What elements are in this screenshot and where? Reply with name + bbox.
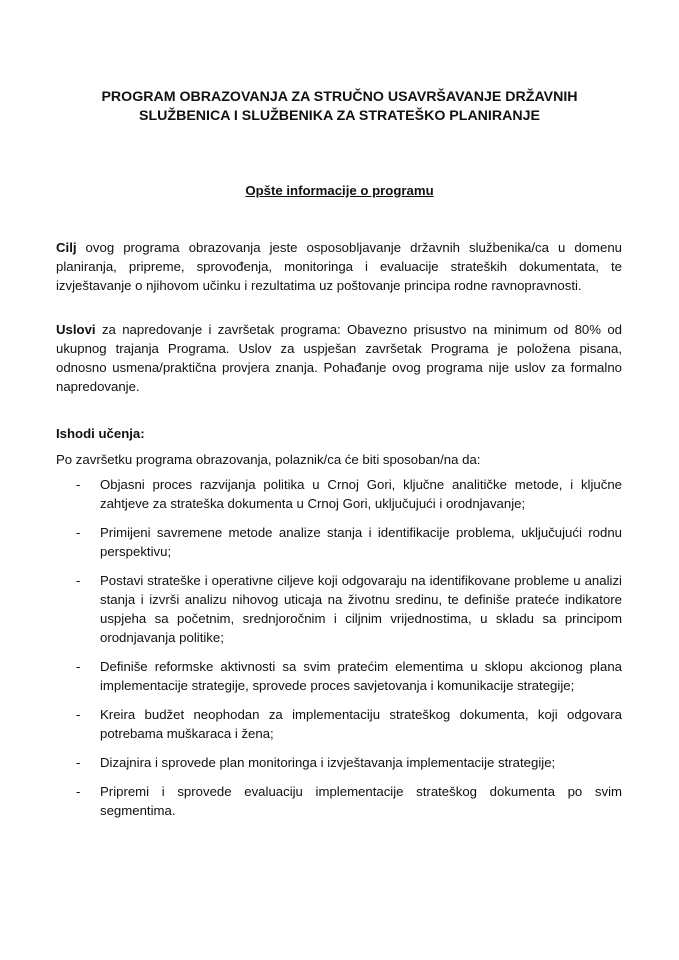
bullet-dash: - bbox=[76, 707, 81, 722]
list-item: - Postavi strateške i operativne ciljeve koji odgovaraju na identifikovane probleme u analizi stanja i izvrši analizu nihovog uticaja na životnu sredinu, te definiše prateće indikatore uspjeha sa početnim, srednjoročnim i ciljnim vrijednostima, u skladu sa principom orodnjavanja politike; bbox=[76, 573, 622, 645]
bullet-dash: - bbox=[76, 659, 81, 674]
list-item: - Dizajnira i sprovede plan monitoringa i izvještavanja implementacije strategije; bbox=[76, 755, 556, 770]
title-line-2: SLUŽBENICA I SLUŽBENIKA ZA STRATEŠKO PLANIRANJE bbox=[139, 108, 540, 124]
conditions-text: za napredovanje i završetak programa: Obavezno prisustvo na minimum od 80% od ukupnog trajanja Programa. Uslov za uspješan završetak Programa je položena pisana, odnosno usmena/praktična provjera znanja. Pohađanje ovog programa nije uslov za formalno napredovanje. bbox=[56, 322, 622, 394]
outcomes-intro: Po završetku programa obrazovanja, polaznik/ca će biti sposoban/na da: bbox=[56, 452, 481, 467]
goal-label: Cilj bbox=[56, 240, 77, 255]
list-item: - Pripremi i sprovede evaluaciju implementacije strateškog dokumenta po svim segmentima. bbox=[76, 784, 622, 818]
bullet-dash: - bbox=[76, 477, 81, 492]
title-line-1: PROGRAM OBRAZOVANJA ZA STRUČNO USAVRŠAVANJE DRŽAVNIH bbox=[101, 89, 578, 105]
conditions-paragraph bbox=[56, 320, 622, 396]
list-item: - Definiše reformske aktivnosti sa svim pratećim elementima u sklopu akcionog plana implementacije strategije, sprovede proces savjetovanja i komunikacije strategije; bbox=[76, 659, 622, 693]
conditions-label: Uslovi bbox=[56, 322, 96, 337]
goal-text: ovog programa obrazovanja jeste osposobljavanje državnih službenika/ca u domenu planiranja, pripreme, sprovođenja, monitoringa i evaluacije strateških dokumentata, te izvještavanje o njihovom učinku i rezultatima uz poštovanje principa rodne ravnopravnosti. bbox=[56, 240, 622, 293]
bullet-dash: - bbox=[76, 784, 81, 799]
bullet-dash: - bbox=[76, 525, 81, 540]
goal-paragraph bbox=[56, 238, 622, 295]
list-item: - Objasni proces razvijanja politika u Crnoj Gori, ključne analitičke metode, i ključne zahtjeve za strateška dokumenta u Crnoj Gori, uključujući i orodnjavanje; bbox=[76, 477, 622, 511]
bullet-dash: - bbox=[76, 755, 81, 770]
outcomes-list bbox=[56, 475, 622, 830]
list-item: - Primijeni savremene metode analize stanja i identifikacije problema, uključujući rodnu perspektivu; bbox=[76, 525, 622, 559]
list-item: - Kreira budžet neophodan za implementaciju strateškog dokumenta, koji odgovara potrebama muškaraca i žena; bbox=[76, 707, 622, 741]
bullet-dash: - bbox=[76, 573, 81, 588]
document-title bbox=[60, 88, 619, 126]
outcomes-heading: Ishodi učenja: bbox=[56, 426, 145, 441]
section-title: Opšte informacije o programu bbox=[245, 183, 434, 198]
